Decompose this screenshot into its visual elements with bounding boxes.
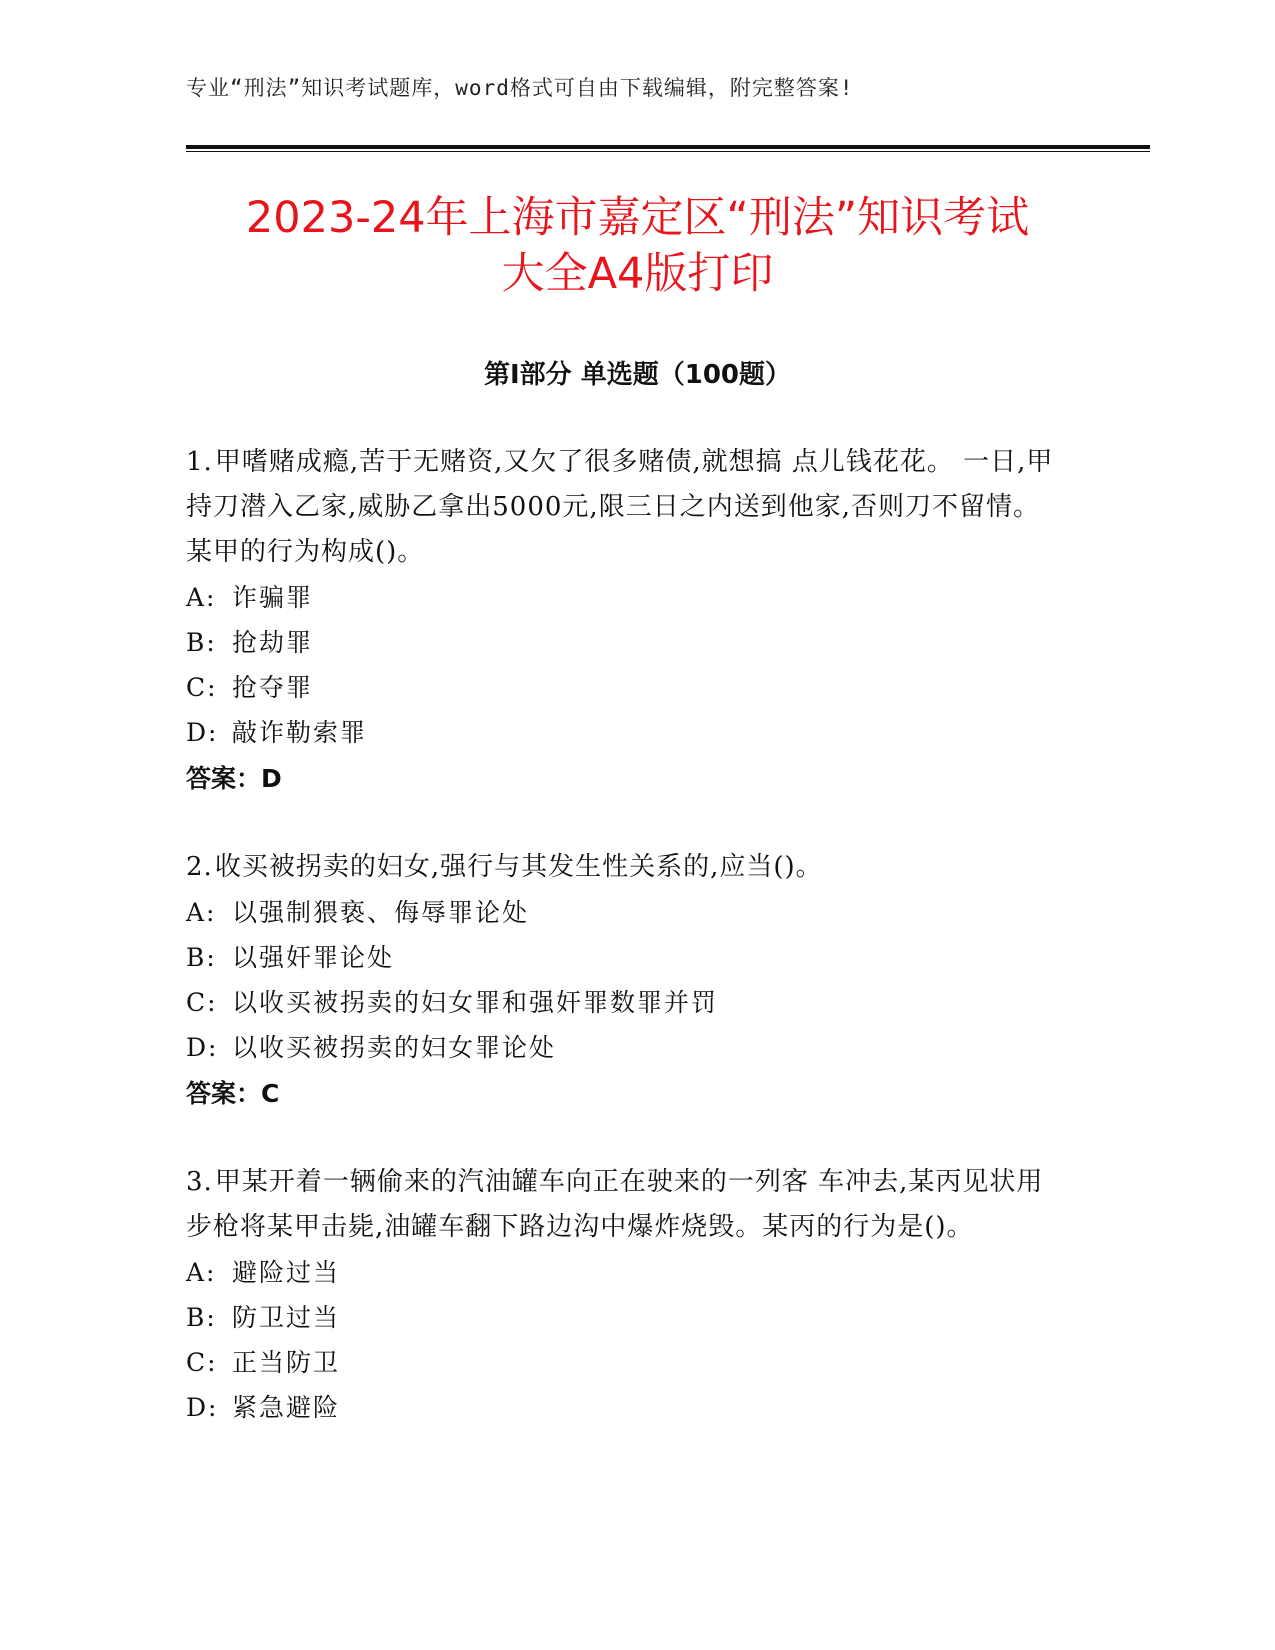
option-letter: B: (186, 1303, 217, 1332)
option-letter: A: (186, 583, 217, 612)
header-note: 专业“刑法”知识考试题库，word格式可自由下载编辑，附完整答案! (186, 76, 854, 100)
option-text: 以强制猥亵、侮辱罪论处 (232, 898, 530, 927)
option-letter: A: (186, 1258, 217, 1287)
option-text: 紧急避险 (232, 1393, 341, 1422)
option-b (186, 935, 1066, 980)
option-d (186, 710, 1066, 755)
question-number: 3. (186, 1167, 213, 1197)
option-text: 以强奸罪论处 (232, 943, 395, 972)
option-b (186, 1295, 1066, 1340)
option-text: 诈骗罪 (232, 583, 314, 612)
option-c (186, 980, 1066, 1025)
question-number: 2. (186, 852, 213, 882)
document-title-line1: 2023-24年上海市嘉定区“刑法”知识考试 (245, 193, 1030, 243)
option-text: 抢夺罪 (232, 673, 314, 702)
option-letter: D: (186, 718, 219, 747)
option-letter: C: (186, 1348, 218, 1377)
question-body: 甲某开着一辆偷来的汽油罐车向正在驶来的一列客 车冲去,某丙见状用步枪将某甲击毙,油罐车翻下路边沟中爆炸烧毁。某丙的行为是()。 (186, 1167, 1044, 1242)
option-d (186, 1025, 1066, 1070)
answer: 答案：D (186, 764, 282, 793)
option-letter: A: (186, 898, 217, 927)
option-a (186, 1250, 1066, 1295)
question-body: 收买被拐卖的妇女,强行与其发生性关系的,应当()。 (214, 852, 823, 882)
option-letter: B: (186, 943, 217, 972)
option-text: 以收买被拐卖的妇女罪论处 (232, 1033, 557, 1062)
option-letter: D: (186, 1393, 219, 1422)
option-text: 防卫过当 (232, 1303, 341, 1332)
question-text (186, 440, 1066, 575)
option-letter: C: (186, 673, 218, 702)
header-rule-thin (186, 151, 1150, 152)
option-b (186, 620, 1066, 665)
header-rule-thick (186, 145, 1150, 149)
option-c (186, 665, 1066, 710)
question-2 (186, 845, 1066, 1118)
option-text: 正当防卫 (232, 1348, 341, 1377)
document-title-line2: 大全A4版打印 (501, 249, 774, 299)
document-title (150, 190, 1125, 302)
option-c (186, 1340, 1066, 1385)
option-a (186, 575, 1066, 620)
option-letter: B: (186, 628, 217, 657)
option-letter: C: (186, 988, 218, 1017)
option-text: 抢劫罪 (232, 628, 314, 657)
option-text: 以收买被拐卖的妇女罪和强奸罪数罪并罚 (232, 988, 719, 1017)
question-list (186, 440, 1066, 1472)
question-3 (186, 1160, 1066, 1430)
question-body: 甲嗜赌成瘾,苦于无赌资,又欠了很多赌债,就想搞 点儿钱花花。 一日,甲持刀潜入乙家,威胁乙拿出5000元,限三日之内送到他家,否则刀不留情。某甲的行为构成()。 (186, 447, 1054, 567)
question-text (186, 845, 1066, 890)
option-d (186, 1385, 1066, 1430)
option-text: 避险过当 (232, 1258, 341, 1287)
option-a (186, 890, 1066, 935)
option-text: 敲诈勒索罪 (232, 718, 368, 747)
question-text (186, 1160, 1066, 1250)
question-number: 1. (186, 447, 213, 477)
section-heading: 第Ⅰ部分 单选题（100题） (484, 360, 791, 390)
answer: 答案：C (186, 1079, 280, 1108)
option-letter: D: (186, 1033, 219, 1062)
question-1 (186, 440, 1066, 803)
